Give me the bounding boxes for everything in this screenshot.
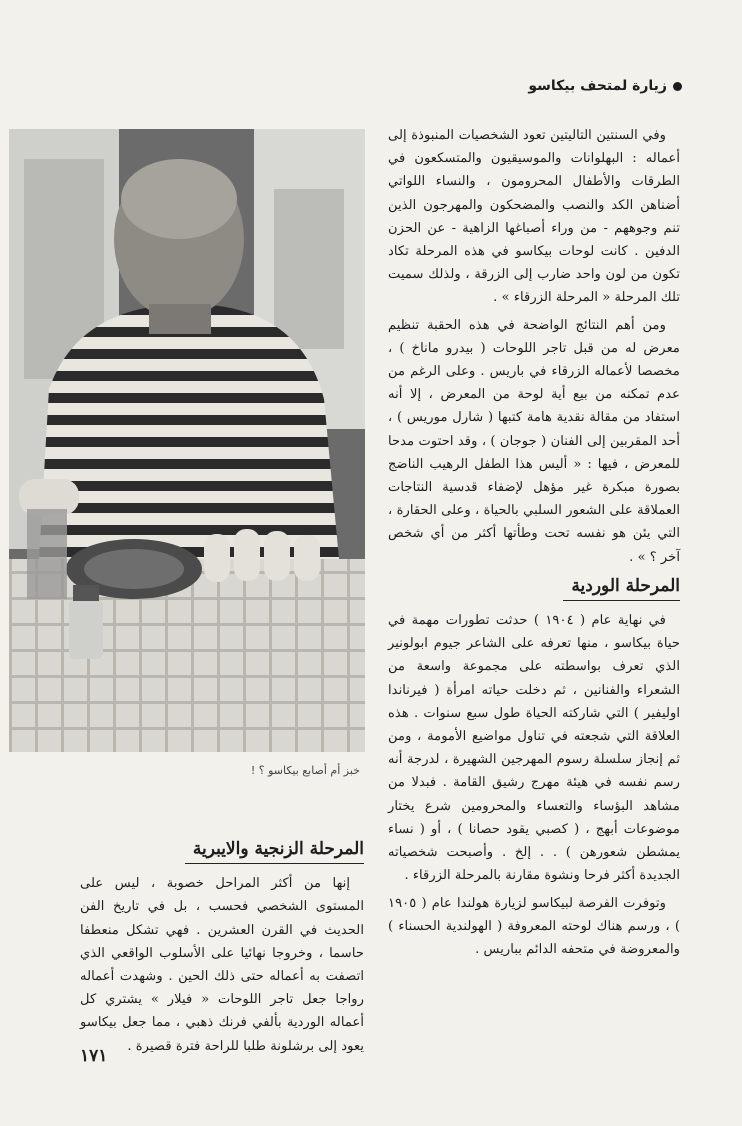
- section-title-african-iberian-period: المرحلة الزنجية والايبرية: [185, 838, 364, 864]
- paragraph: إنها من أكثر المراحل خصوبة ، ليس على المستوى الشخصي فحسب ، بل في تاريخ الفن الحديث في القرن العشرين . فهي تشكل منعطفا حاسما ، وخروجا نهائيا على الأسلوب الواقعي الذي اتصفت به أعماله حتى ذلك الحين . وشهدت أعماله رواجا جعل تاجر اللوحات « فيلار » يشتري كل أعماله الوردية بألفي فرنك ذهبي ، مما جعل بيكاسو يعود إلى برشلونة طلبا للراحة فترة قصيرة .: [80, 876, 364, 1054]
- paragraph: ومن أهم النتائج الواضحة في هذه الحقبة تنظيم معرض له من قبل تاجر اللوحات ( بيدرو ماناخ ) ، مخصصا لأعماله الزرقاء في باريس . وعلى الرغم من عدم تمكنه من بيع أية لوحة من المعرض ، إلا أنه استفاد من مقالة نقدية هامة كتبها ( شارل موريس ) ، أحد المقربين إلى الفنان ( جوجان ) ، وقد احتوت مدحا للمعرض ، فيها : « أليس هذا الطفل الرهيب الناضج بصورة مبكرة غير مؤهل لإضفاء قدسية النتاجات العملاقة على الشعور السلبي بالحياة ، وعلى الحقارة ، التي يئن هو نفسه تحت وطأتها أكثر من أي شخص آخر ؟ » .: [388, 317, 680, 565]
- section-title-rose-period: المرحلة الوردية: [563, 575, 680, 601]
- page-number: ١٧١: [80, 1046, 108, 1066]
- photo-caption: خبز أم أصابع بيكاسو ؟ !: [250, 764, 360, 777]
- right-text-column: [388, 124, 680, 965]
- paragraph: وتوفرت الفرصة لبيكاسو لزيارة هولندا عام ( ١٩٠٥ ) ، ورسم هناك لوحته المعروفة ( الهولندية الحسناء ) والمعروضة في متحفه الدائم بباريس .: [388, 895, 680, 957]
- picasso-photograph: [9, 129, 365, 752]
- left-text-column: [80, 838, 364, 1062]
- bullet-icon: [673, 82, 682, 91]
- running-header: [528, 78, 682, 94]
- paragraph: في نهاية عام ( ١٩٠٤ ) حدثت تطورات مهمة في حياة بيكاسو ، منها تعرفه على الشاعر جيوم ابولونير الذي تعرف بواسطته على مجموعة واسعة من الشعراء والفنانين ، ثم دخلت حياته امرأة ( فيرناندا اوليفير ) التي شاركته الحياة طول سبع سنوات . هذه العلاقة التي شجعته في تناول مواضيع الأمومة ، ومن ثم إنجاز سلسلة رسوم المهرجين الشهيرة ، لدرجة أنه رسم نفسه في هيئة مهرج رشيق القامة . فبدلا من مشاهد البؤساء والتعساء والمحرومين شرع يختار موضوعات أبهج ، ( كصبي يقود حصانا ) ، أو ( نساء يمشطن شعورهن ) . . إلخ . وأصبحت شخصياته الجديدة أكثر فرحا ونشوة مقارنة بالمرحلة الزرقاء .: [388, 613, 680, 884]
- paragraph: وفي السنتين التاليتين تعود الشخصيات المنبوذة إلى أعماله : البهلوانات والموسيقيون والمتسكعون في الطرقات والأطفال المحرومون ، والنساء اللواتي أضناهن الكد والنصب والمضحكون والمهرجون الذين تنم وجوههم - من وراء أصباغها الزاهية - عن الحزن الدفين . كانت لوحات بيكاسو في هذه المرحلة تكاد تكون من لون واحد ضارب إلى الزرقة ، ولذلك سميت تلك المرحلة « المرحلة الزرقاء » .: [388, 128, 680, 306]
- header-title: زيارة لمتحف بيكاسو: [528, 78, 667, 94]
